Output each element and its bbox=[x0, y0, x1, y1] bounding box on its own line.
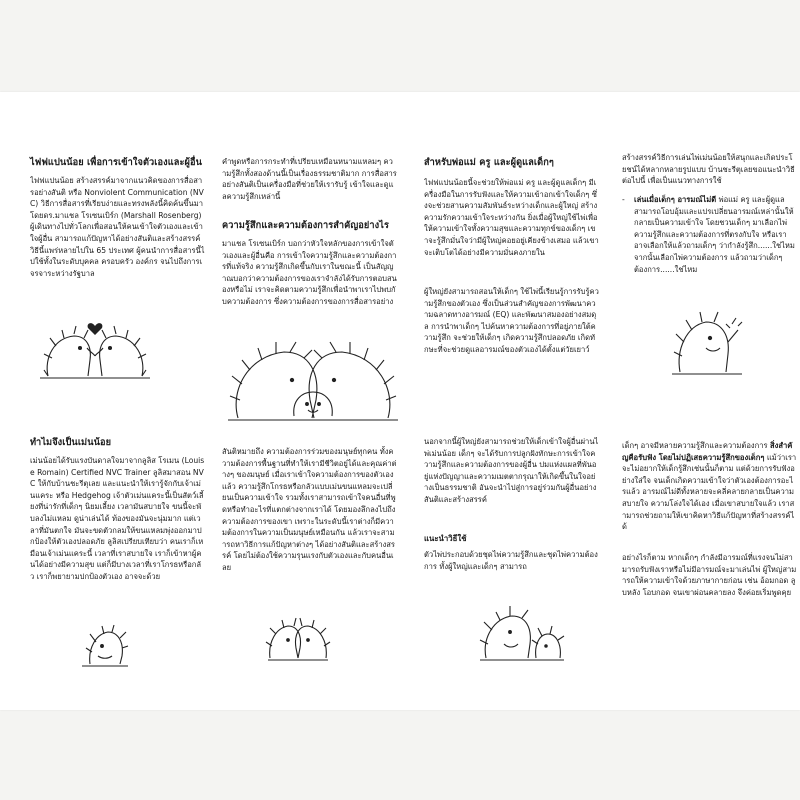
column-4-lower bbox=[622, 440, 797, 617]
paragraph-card-sets: ตัวไพ่ประกอบด้วยชุดไพ่ความรู้สึกและชุดไพ่ความต้องการ ทั้งผู้ใหญ่และเด็กๆ สามารถ bbox=[424, 550, 598, 571]
listen-text-rest: แม้ว่าเราจะไม่อยากให้เด็กรู้สึกเช่นนั้นก็ตาม แต่ด้วยการรับฟังอย่างใส่ใจ จนเด็กเกิดความเข้าใจว่าตัวเองต้องการอะไรแล้ว อารมณ์ไม่ดีทั้งหลายจะคลี่คลายกลายเป็นความสบายใจ ความโล่งใจได้เอง เมื่อเขาสบายใจแล้ว เราสามารถช่วยถามให้เขาคิดหาวิธีแก้ปัญหาที่สร้างสรรค์ได้ bbox=[622, 452, 797, 532]
paragraph-feelings-needs: มาแชล โรเซนเบิร์ก บอกว่าหัวใจหลักของการเข้าใจตัวเองและผู้อื่นคือ การเข้าใจความรู้สึกและความต้องการที่แท้จริง ความรู้สึกเกิดขึ้นกับเราในขณะนี้ เป็นสัญญาณบอกว่าความต้องการของเราจำลังได้รับการตอบสนองหรือไม่ เราจะคิดตามความรู้สึกเพื่อนำพาเราไปพบกับความต้องการ ซึ่งความต้องการของการสื่อสารอย่าง bbox=[222, 239, 397, 306]
bullet-text: พ่อแม่ ครู และผู้ดูแล สามารถโอบอุ้มและแปรเปลี่ยนอารมณ์เหล่านั้นให้กลายเป็นความเข้าใจ โดยชวนเด็กๆ มาเลือกไพ่ความรู้สึกและความต้องการที่ตรงกับใจ หรือเราอาจเลือกให้แล้วถามเด็กๆ ว่ากำลังรู้สึก......ใช่ไหม จากนั้นเลือกไพ่ความต้องการ แล้วถามว่าเด็กๆ ต้องการ......ใช่ไหม bbox=[634, 195, 795, 274]
paragraph-listen bbox=[622, 440, 797, 546]
bullet-marker: - bbox=[622, 195, 625, 204]
section-heading-why-hedgehog: ทำไมจึงเป็นเม่นน้อย bbox=[30, 437, 112, 448]
column-2 bbox=[222, 156, 397, 337]
paragraph-how-to-play: สร้างสรรค์วิธีการเล่นไพ่เม่นน้อยให้สนุกและเกิดประโยชน์ได้หลากหลายรูปแบบ บ้านชะรีตุเลยขอแนะนำวิธีต่อไปนี้ เพื่อเป็นแนวทางการใช้ bbox=[622, 153, 795, 186]
paragraph-intro: ไฟฟแปนน้อย สร้างสรรค์มาจากแนวคิดของการสื่อสารอย่างสันติ หรือ Nonviolent Communication (NVC) วิธีการสื่อสารที่เรียบง่ายและทรงพลังนี้คิดค้นขึ้นมาโดยดร.มาแชล โรเซนเบิร์ก (Marshall Rosenberg) ผู้เดินทางไปทั่วโลกเพื่อสอนให้คนเข้าใจตัวเองและเข้าใจผู้อื่น สามารถแก้ปัญหาได้อย่างสันติและสร้างสรรค์ วิธีนี้แพร่หลายไปใน 65 ประเทศ ผู้คนนำการสื่อสารนี้ไปใช้ทั้งในระดับบุคคล ครอบครัว องค์กร จนไปถึงการเจรจาระหว่างรัฐบาล bbox=[30, 176, 205, 278]
hedgehog-couple-illustration bbox=[40, 318, 150, 384]
paragraph-parents-tools: ไฟฟแปนน้อยนี้จะช่วยให้พ่อแม่ ครู และผู้ดูแลเด็กๆ มีเครื่องมือในการรับฟังและให้ความเข้าอกเข้าใจเด็กๆ ซึ่งจะช่วยสานความสัมพันธ์ระหว่างเด็กและผู้ใหญ่ สร้างความรักความเข้าใจระหว่างกัน ยิ่งเมื่อผู้ใหญ่ใช้ไพ่เพื่อให้ความเข้าใจทั้งความสุขและความทุกข์ของเด็กๆ เขาจะรู้สึกมั่นใจว่ามีผู้ใหญ่คอยอยู่เคียงข้างเสมอ แล้วเขาจะเติบโตได้อย่างมีความมั่นคงภายใน bbox=[424, 178, 599, 257]
hedgehog-family-illustration bbox=[228, 330, 398, 426]
hedgehog-happy-illustration bbox=[480, 600, 564, 662]
bullet-lead: เล่นเมื่อเด็กๆ อารมณ์ไม่ดี bbox=[634, 195, 717, 204]
listen-text-start: เด็กๆ อาจมีหลายความรู้สึกและความต้องการ bbox=[622, 441, 770, 450]
column-3-lower bbox=[424, 436, 599, 578]
section-heading-feelings-needs: ความรู้สึกและความต้องการสำคัญอย่างไร bbox=[222, 220, 390, 231]
paragraph-strong-emotions: อย่างไรก็ตาม หากเด็กๆ กำลังมีอารมณ์ที่แรงจนไม่สามารถรับฟังเราหรือไม่มีอารมณ์จะมาเล่นไพ่ ผู้ใหญ่สามารถให้ความเข้าใจด้วยภาษากายก่อน เช่น อ้อมกอด ลูบหลัง โอบกอด จนเขาผ่อนคลายลง จึงค่อยเริ่มพูดคุย bbox=[622, 553, 797, 597]
paragraph-tools: คำพูดหรือการกระทำที่เปรียบเหมือนหนามแหลมๆ ความรู้สึกทั้งสองด้านนี้เป็นเรื่องธรรมชาติมาก การสื่อสารอย่างสันติเป็นเครื่องมือที่ช่วยให้เรารับรู้ เข้าใจและดูแลความรู้สึกเหล่านี้ bbox=[222, 157, 397, 201]
column-3 bbox=[424, 156, 599, 395]
hedgehog-waving-illustration bbox=[672, 300, 742, 376]
hedgehog-small-illustration bbox=[82, 622, 128, 668]
hedgehog-pair-illustration bbox=[266, 612, 330, 662]
bullet-bad-mood bbox=[622, 194, 797, 300]
column-2-lower bbox=[222, 446, 397, 613]
paragraph-peaceful-needs: สันติหมายถึง ความต้องการร่วมของมนุษย์ทุกคน ทั้งความต้องการพื้นฐานที่ทำให้เรามีชีวิตอยู่ได้และคุณค่าต่างๆ ของมนุษย์ เมื่อเราเข้าใจความต้องการของตัวเองแล้ว ความรู้สึกโกรธหรือกลัวแบบเม่นขนแหลมจะเปลี่ยนเป็นความเข้าใจ รวมทั้งเราสามารถเข้าใจคนอื่นที่พูดหรือทำอะไรที่แตกต่างจากเราได้ โดยมองลึกลงไปถึงความต้องการของเขา เพราะในระดับนี้เราต่างก็มีความต้องการในความเป็นมนุษย์เหมือนกัน แล้วเราจะสามารถหาวิธีการแก้ปัญหาต่างๆ ได้อย่างสันติและสร้างสรรค์ โดยไม่ต้องใช้ความรุนแรงกับตัวเองและกับคนอื่นเลย bbox=[222, 447, 397, 572]
paragraph-understand-others: นอกจากนี้ผู้ใหญ่ยังสามารถช่วยให้เด็กเข้าใจผู้อื่นผ่านไพ่เม่นน้อย เด็กๆ จะได้รับการปลูกฝังทักษะการเข้าใจความรู้สึกและความต้องการของผู้อื่น ปมแห่งแผลที่พันอยู่แห่งปัญญาและความเมตตากรุณาให้เกิดขึ้นในใจอย่างเป็นธรรมชาติ อันจะนำไปสู่การอยู่ร่วมกันผู้อื่นอย่างสันติและสร้างสรรค์ bbox=[424, 437, 599, 504]
column-1-lower bbox=[30, 436, 205, 634]
section-heading-intro: ไฟฟแปนน้อย เพื่อการเข้าใจตัวเองและผู้อื่น bbox=[30, 157, 203, 168]
section-heading-how-to-use: แนะนำวิธีใช้ bbox=[424, 534, 467, 543]
paragraph-eq-development: ผู้ใหญ่ยังสามารถสอนให้เด็กๆ ใช้ไพ่นี้เรียนรู้การรับรู้ความรู้สึกของตัวเอง ซึ่งเป็นส่วนสำคัญของการพัฒนาความฉลาดทางอารมณ์ (EQ) และพัฒนาสมองอย่างสมดุล การนำพาเด็กๆ ไปค้นหาความต้องการที่อยู่ภายใต้ความรู้สึก จะช่วยให้เด็กๆ เกิดความรู้สึกปลอดภัย เกิดทักษะที่จะช่วยดูแลอารมณ์ของตัวเองได้ตั้งแต่วัยเยาว์ bbox=[424, 287, 599, 354]
paragraph-why-hedgehog: เม่นน้อยได้รับแรงบันดาลใจมาจากลูลิส โรเมน (Louise Romain) Certified NVC Trainer ลูลิสมาสอน NVC ให้กับบ้านชะรีตุเลย และแนะนำให้เรารู้จักกับเจ้าเม่นแคระ หรือ Hedgehog เจ้าตัวเม่นแคระนี้เป็นสัตว์เลี้ยงที่น่ารักที่เด็กๆ นิยมเลี้ยง เวลามันสบายใจ ขนนี้จะพับลงไม่แหลม ดูน่าเล่นได้ ท้องของมันจะนุ่มมาก แต่เวลาที่มันตกใจ มันจะขดตัวกลมให้ขนแหลมพุ่งออกมาปกป้องให้ตัวเองปลอดภัย ลูลิสเปรียบเทียบว่า คนเราก็เหมือนเจ้าเม่นแคระนี้ เวลาที่เราสบายใจ เราก็เข้าหาผู้คนได้อย่างมีความสุข แต่ก็มีบางเวลาที่เราโกรธหรือกลัว เราก็พยายามปกป้องตัวเอง อาจจะด้วย bbox=[30, 456, 205, 581]
column-4 bbox=[622, 152, 797, 300]
listen-key-point: สิ่งสำคัญคือรับฟัง โดยไม่ปฏิเสธความรู้สึกของเด็กๆ bbox=[622, 441, 793, 462]
section-heading-parents-teachers: สำหรับพ่อแม่ ครู และผู้ดูแลเด็กๆ bbox=[424, 157, 554, 168]
